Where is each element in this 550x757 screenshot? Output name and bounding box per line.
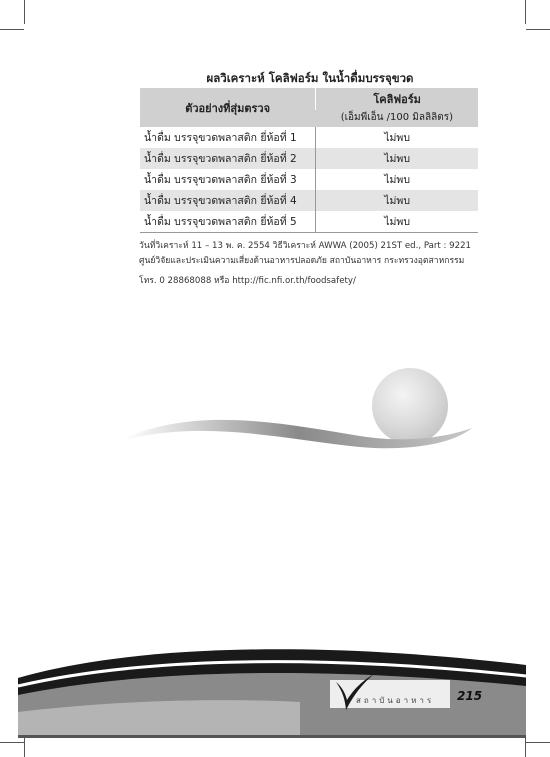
page-number: 215	[457, 689, 483, 703]
sample-cell: น้ำดื่ม บรรจุขวดพลาสติก ยี่ห้อที่ 5	[140, 211, 316, 233]
sample-cell: น้ำดื่ม บรรจุขวดพลาสติก ยี่ห้อที่ 4	[140, 190, 316, 211]
note-contact: โทร. 0 28868088 หรือ http://fic.nfi.or.th/foodsafety/	[139, 276, 356, 286]
result-cell: ไม่พบ	[316, 169, 478, 190]
sample-cell: น้ำดื่ม บรรจุขวดพลาสติก ยี่ห้อที่ 1	[144, 132, 297, 144]
note-analysis-date: วันที่วิเคราะห์ 11 – 13 พ. ค. 2554 วิธีวิเคราะห์ AWWA (2005) 21ST ed., Part : 9221	[139, 241, 472, 251]
result-cell: ไม่พบ	[316, 211, 478, 233]
header-result: โคลิฟอร์ม	[316, 88, 478, 110]
header-sample: ตัวอย่างที่สุ่มตรวจ	[140, 88, 316, 127]
sample-cell: น้ำดื่ม บรรจุขวดพลาสติก ยี่ห้อที่ 3	[144, 174, 297, 186]
header-unit: (เอ็มพีเอ็น /100 มิลลิลิตร)	[316, 110, 478, 127]
decorative-sphere	[372, 368, 448, 444]
result-cell: ไม่พบ	[316, 190, 478, 211]
brand-name: สถาบันอาหาร	[356, 696, 435, 705]
result-cell: ไม่พบ	[316, 148, 478, 169]
table-title: ผลวิเคราะห์ โคลิฟอร์ม ในน้ำดื่มบรรจุขวด	[206, 71, 414, 85]
note-research-center: ศูนย์วิจัยและประเมินความเสี่ยงด้านอาหารปลอดภัย สถาบันอาหาร กระทรวงอุตสาหกรรม	[139, 256, 465, 266]
result-cell: ไม่พบ	[316, 127, 478, 148]
sample-cell: น้ำดื่ม บรรจุขวดพลาสติก ยี่ห้อที่ 2	[140, 148, 316, 169]
